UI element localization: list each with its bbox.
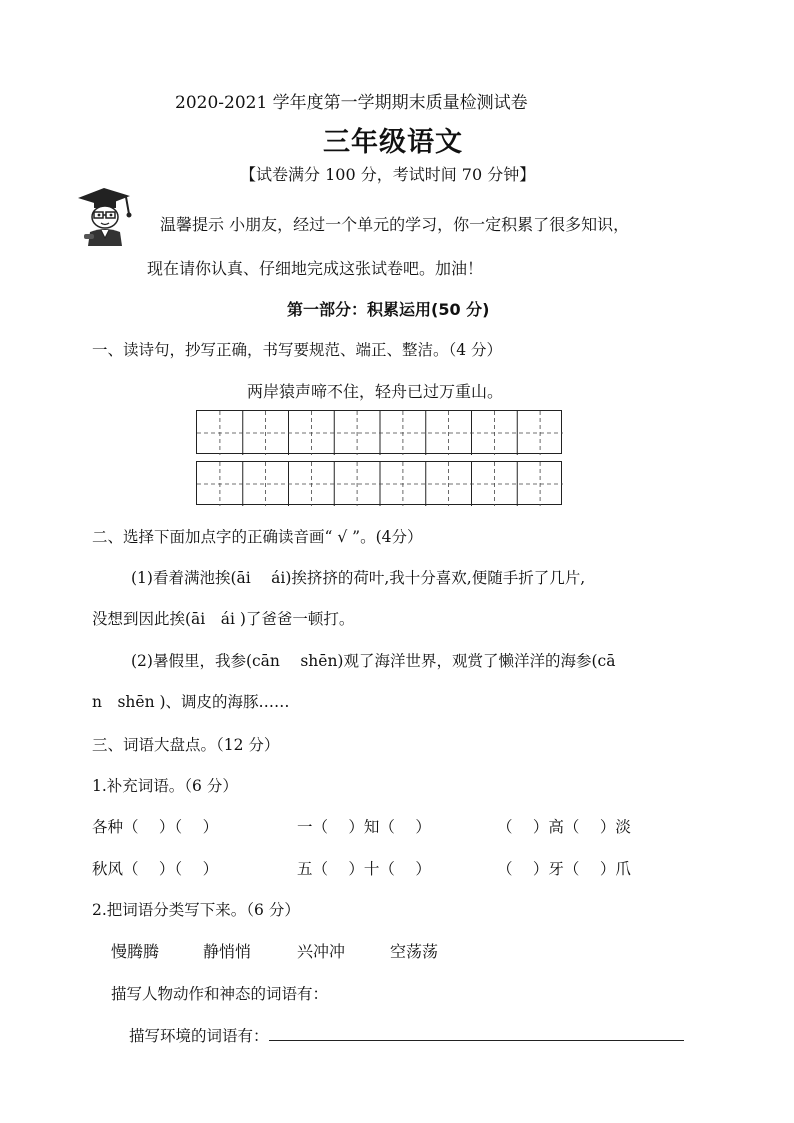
q2-item-1-line-1: (1)看着满池挨(āi ái)挨挤挤的荷叶,我十分喜欢,便随手折了几片,	[131, 569, 586, 587]
grid-lines	[197, 462, 563, 506]
word-option: 静悄悄	[203, 942, 252, 961]
exam-info: 【试卷满分 100 分，考试时间 70 分钟】	[240, 165, 536, 184]
word-option: 空荡荡	[390, 942, 439, 961]
grid-lines	[197, 411, 563, 455]
q3-heading: 三、词语大盘点。（12 分）	[92, 736, 280, 754]
q3-sub1-heading: 1.补充词语。（6 分）	[92, 777, 238, 795]
category-2-label: 描写环境的词语有：	[129, 1027, 269, 1045]
q1-heading: 一、读诗句，抄写正确，书写要规范、端正、整洁。（4 分）	[92, 341, 503, 359]
q1-poem: 两岸猿声啼不住，轻舟已过万重山。	[247, 382, 504, 401]
intro-line-2: 现在请你认真、仔细地完成这张试卷吧。加油！	[147, 259, 484, 278]
intro-line-1: 温馨提示 小朋友，经过一个单元的学习，你一定积累了很多知识，	[160, 215, 630, 234]
fill-blank-item[interactable]: 各种（ ）（ ）	[92, 818, 219, 836]
q2-heading: 二、选择下面加点字的正确读音画“ √ ”。(4分）	[92, 528, 423, 546]
fill-blank-item[interactable]: 秋风（ ）（ ）	[92, 860, 219, 878]
grade-subject-title: 三年级语文	[323, 127, 463, 158]
writing-grid-row-2[interactable]	[196, 461, 562, 505]
category-2-row	[129, 1024, 684, 1046]
q2-item-2-line-1: (2)暑假里，我参(cān shēn)观了海洋世界，观赏了懒洋洋的海参(cā	[131, 652, 616, 670]
answer-line[interactable]	[269, 1026, 684, 1041]
fill-blank-item[interactable]: （ ）高（ ）淡	[497, 818, 631, 836]
exam-title: 2020-2021 学年度第一学期期末质量检测试卷	[175, 93, 528, 113]
q2-item-1-line-2: 没想到因此挨(āi ái )了爸爸一顿打。	[92, 610, 355, 628]
part-1-heading: 第一部分：积累运用(50 分)	[287, 300, 490, 319]
q2-item-2-line-2: n shēn )、调皮的海豚……	[92, 693, 290, 711]
student-mascot-icon	[74, 186, 140, 248]
fill-blank-item[interactable]: 一（ ）知（ ）	[297, 818, 431, 836]
word-option: 兴冲冲	[297, 942, 346, 961]
category-1-label: 描写人物动作和神态的词语有：	[111, 985, 329, 1003]
fill-blank-item[interactable]: 五（ ）十（ ）	[297, 860, 431, 878]
q3-sub2-heading: 2.把词语分类写下来。（6 分）	[92, 901, 300, 919]
fill-blank-item[interactable]: （ ）牙（ ）爪	[497, 860, 631, 878]
writing-grid-row-1[interactable]	[196, 410, 562, 454]
word-option: 慢腾腾	[111, 942, 160, 961]
